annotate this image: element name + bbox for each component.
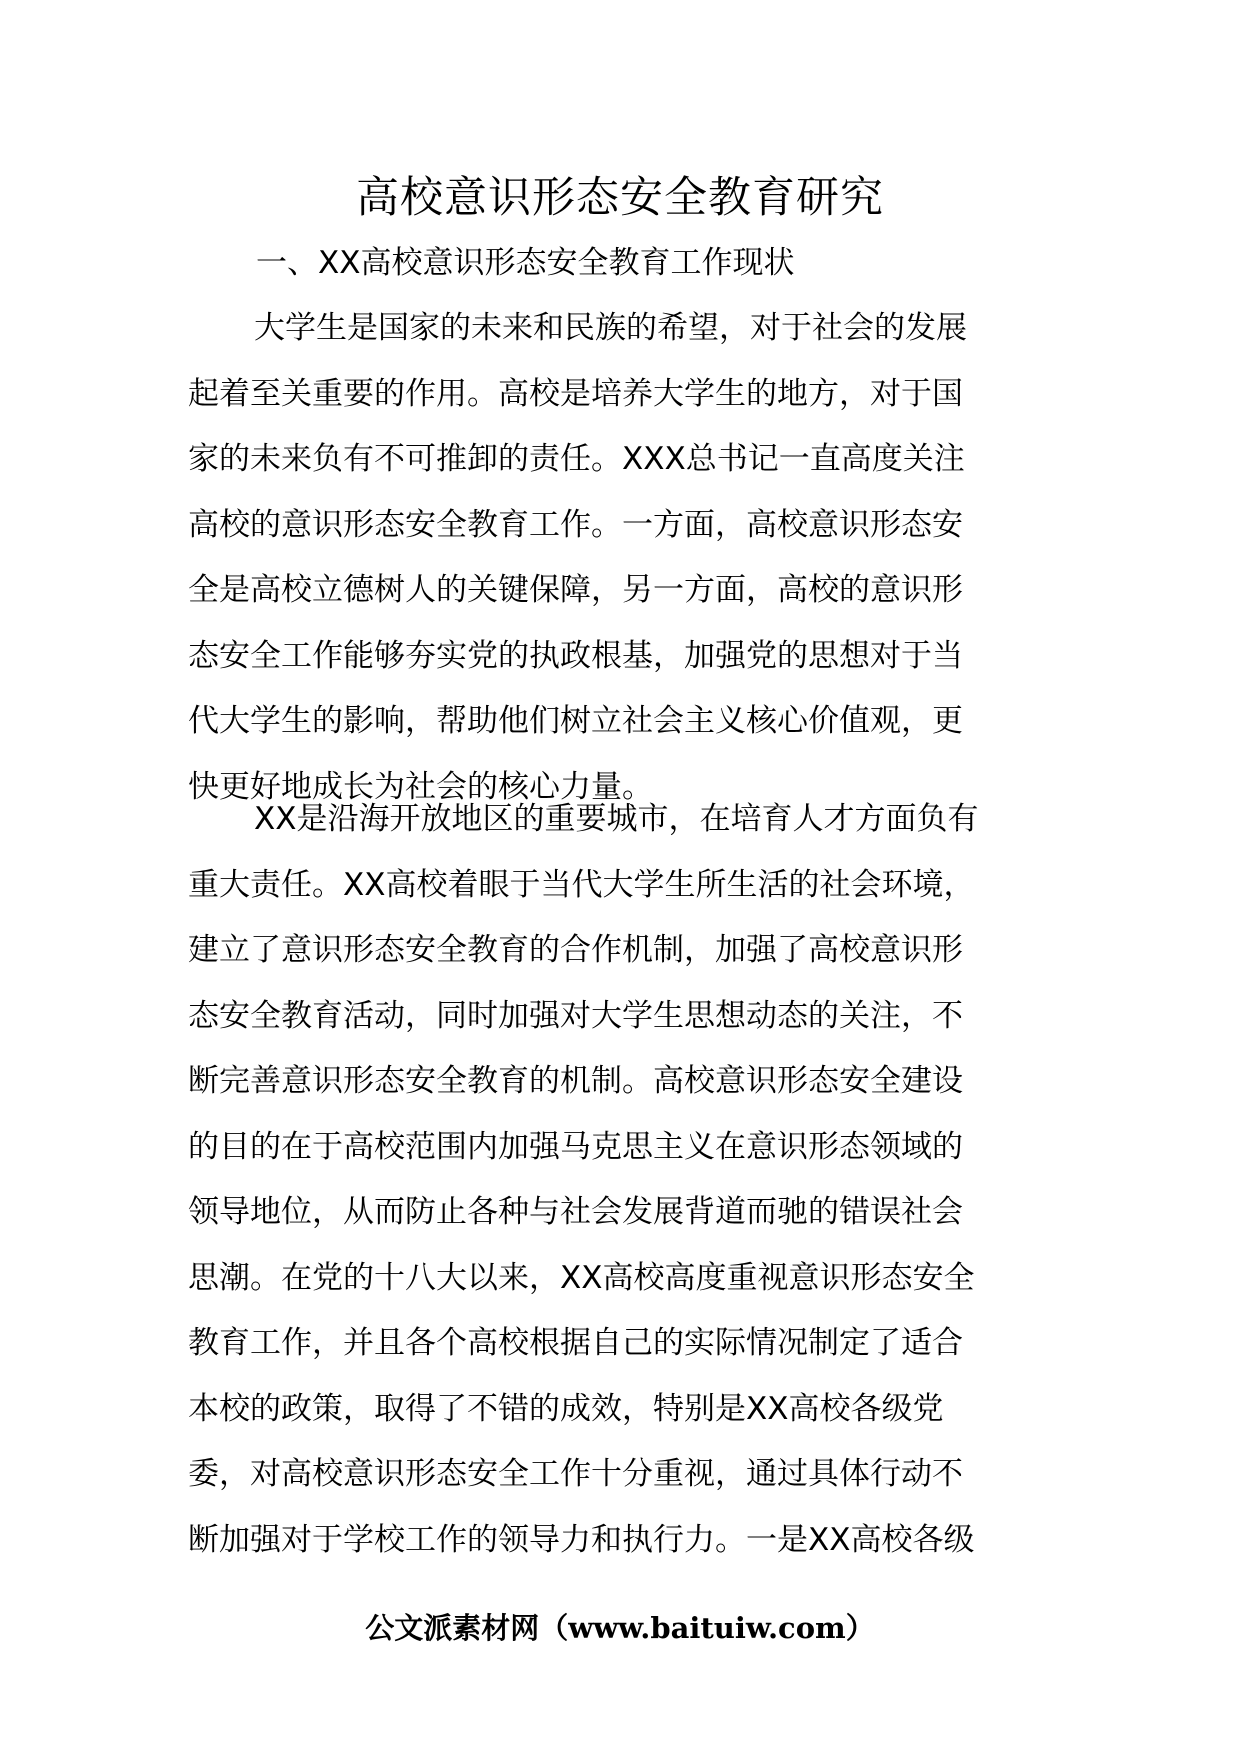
paragraph-line: 全是高校立德树人的关键保障，另一方面，高校的意识形 bbox=[188, 572, 963, 608]
paragraph-line: 态安全工作能够夯实党的执政根基，加强党的思想对于当 bbox=[188, 637, 963, 674]
paragraph-line: 委，对高校意识形态安全工作十分重视，通过具体行动不 bbox=[188, 1456, 963, 1492]
document-title: 高校意识形态安全教育研究 bbox=[356, 173, 884, 223]
paragraph-line: 代大学生的影响，帮助他们树立社会主义核心价值观，更 bbox=[188, 703, 963, 739]
paragraph-line: 本校的政策，取得了不错的成效，特别是XX高校各级党 bbox=[188, 1390, 944, 1427]
paragraph-line: 断完善意识形态安全教育的机制。高校意识形态安全建设 bbox=[188, 1063, 963, 1099]
paragraph-line: 重大责任。XX高校着眼于当代大学生所生活的社会环境， bbox=[188, 866, 975, 903]
paragraph-line: 建立了意识形态安全教育的合作机制，加强了高校意识形 bbox=[188, 932, 963, 968]
paragraph-line: 态安全教育活动，同时加强对大学生思想动态的关注，不 bbox=[188, 997, 963, 1034]
paragraph-line: 家的未来负有不可推卸的责任。XXX总书记一直高度关注 bbox=[188, 441, 965, 477]
footer-watermark: 公文派素材网（www.baituiw.com） bbox=[365, 1611, 875, 1645]
paragraph-1 bbox=[188, 296, 1056, 820]
paragraph-line: 快更好地成长为社会的核心力量。 bbox=[188, 768, 653, 805]
paragraph-line: 教育工作，并且各个高校根据自己的实际情况制定了适合 bbox=[188, 1325, 963, 1361]
paragraph-line: 思潮。在党的十八大以来，XX高校高度重视意识形态安全 bbox=[188, 1259, 975, 1296]
paragraph-line: 的目的在于高校范围内加强马克思主义在意识形态领域的 bbox=[188, 1128, 963, 1165]
paragraph-line: 大学生是国家的未来和民族的希望，对于社会的发展 bbox=[254, 310, 967, 346]
paragraph-line: XX是沿海开放地区的重要城市，在培育人才方面负有 bbox=[254, 801, 979, 837]
paragraph-line: 高校的意识形态安全教育工作。一方面，高校意识形态安 bbox=[188, 506, 963, 543]
section-heading: 一、XX高校意识形态安全教育工作现状 bbox=[256, 245, 795, 281]
paragraph-2 bbox=[188, 787, 1056, 1573]
paragraph-line: 领导地位，从而防止各种与社会发展背道而驰的错误社会 bbox=[188, 1194, 963, 1230]
paragraph-line: 断加强对于学校工作的领导力和执行力。一是XX高校各级 bbox=[188, 1521, 975, 1558]
paragraph-line: 起着至关重要的作用。高校是培养大学生的地方，对于国 bbox=[188, 375, 963, 412]
